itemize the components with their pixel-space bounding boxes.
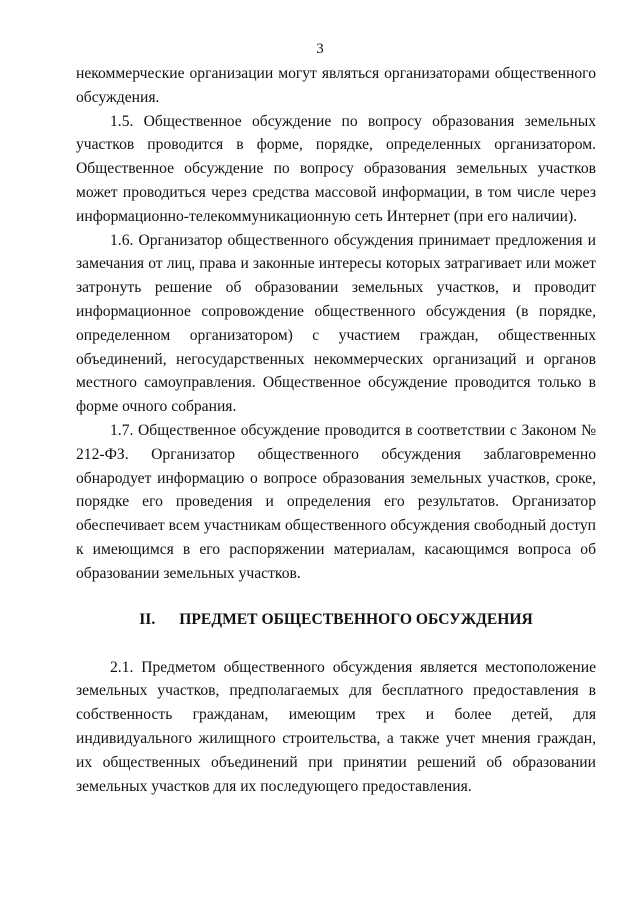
paragraph-2-1: 2.1. Предметом общественного обсуждения является местоположение земельных участков, предполагаемых для бесплатного предоставления в собственность гражданам, имеющим трех и более детей, для индивидуального жилищного строительства, а также учет мнения граждан, их общественных объединений при принятии решений об образовании земельных участков для их последующего предоставления.	[76, 658, 596, 795]
page-number: 3	[316, 41, 324, 57]
section-title: ПРЕДМЕТ ОБЩЕСТВЕННОГО ОБСУЖДЕНИЯ	[179, 610, 533, 628]
paragraph-continuation: некоммерческие организации могут являться организаторами общественного обсуждения.	[76, 65, 596, 106]
document-body	[76, 62, 596, 798]
paragraph-1-5: 1.5. Общественное обсуждение по вопросу образования земельных участков проводится в форме, порядке, определенных организатором. Общественное обсуждение по вопросу образования земельных участков может проводиться через средства массовой информации, в том числе через информационно-телекоммуникационную сеть Интернет (при его наличии).	[76, 112, 596, 225]
section-number: II.	[139, 610, 156, 628]
paragraph-1-6: 1.6. Организатор общественного обсуждения принимает предложения и замечания от лиц, права и законные интересы которых затрагивает или может затронуть решение об образовании земельных участков, и проводит информационное сопровождение общественного обсуждения (в порядке, определенном организатором) с участием граждан, общественных объединений, негосударственных некоммерческих организаций и органов местного самоуправления. Общественное обсуждение проводится только в форме очного собрания.	[76, 231, 596, 416]
paragraph-1-7: 1.7. Общественное обсуждение проводится в соответствии с Законом № 212-ФЗ. Организатор общественного обсуждения заблаговременно обнародует информацию о вопросе образования земельных участков, сроке, порядке его проведения и определения его результатов. Организатор обеспечивает всем участникам общественного обсуждения свободный доступ к имеющимся в его распоряжении материалам, касающимся вопроса об образовании земельных участков.	[76, 421, 596, 582]
section-heading	[76, 608, 596, 632]
